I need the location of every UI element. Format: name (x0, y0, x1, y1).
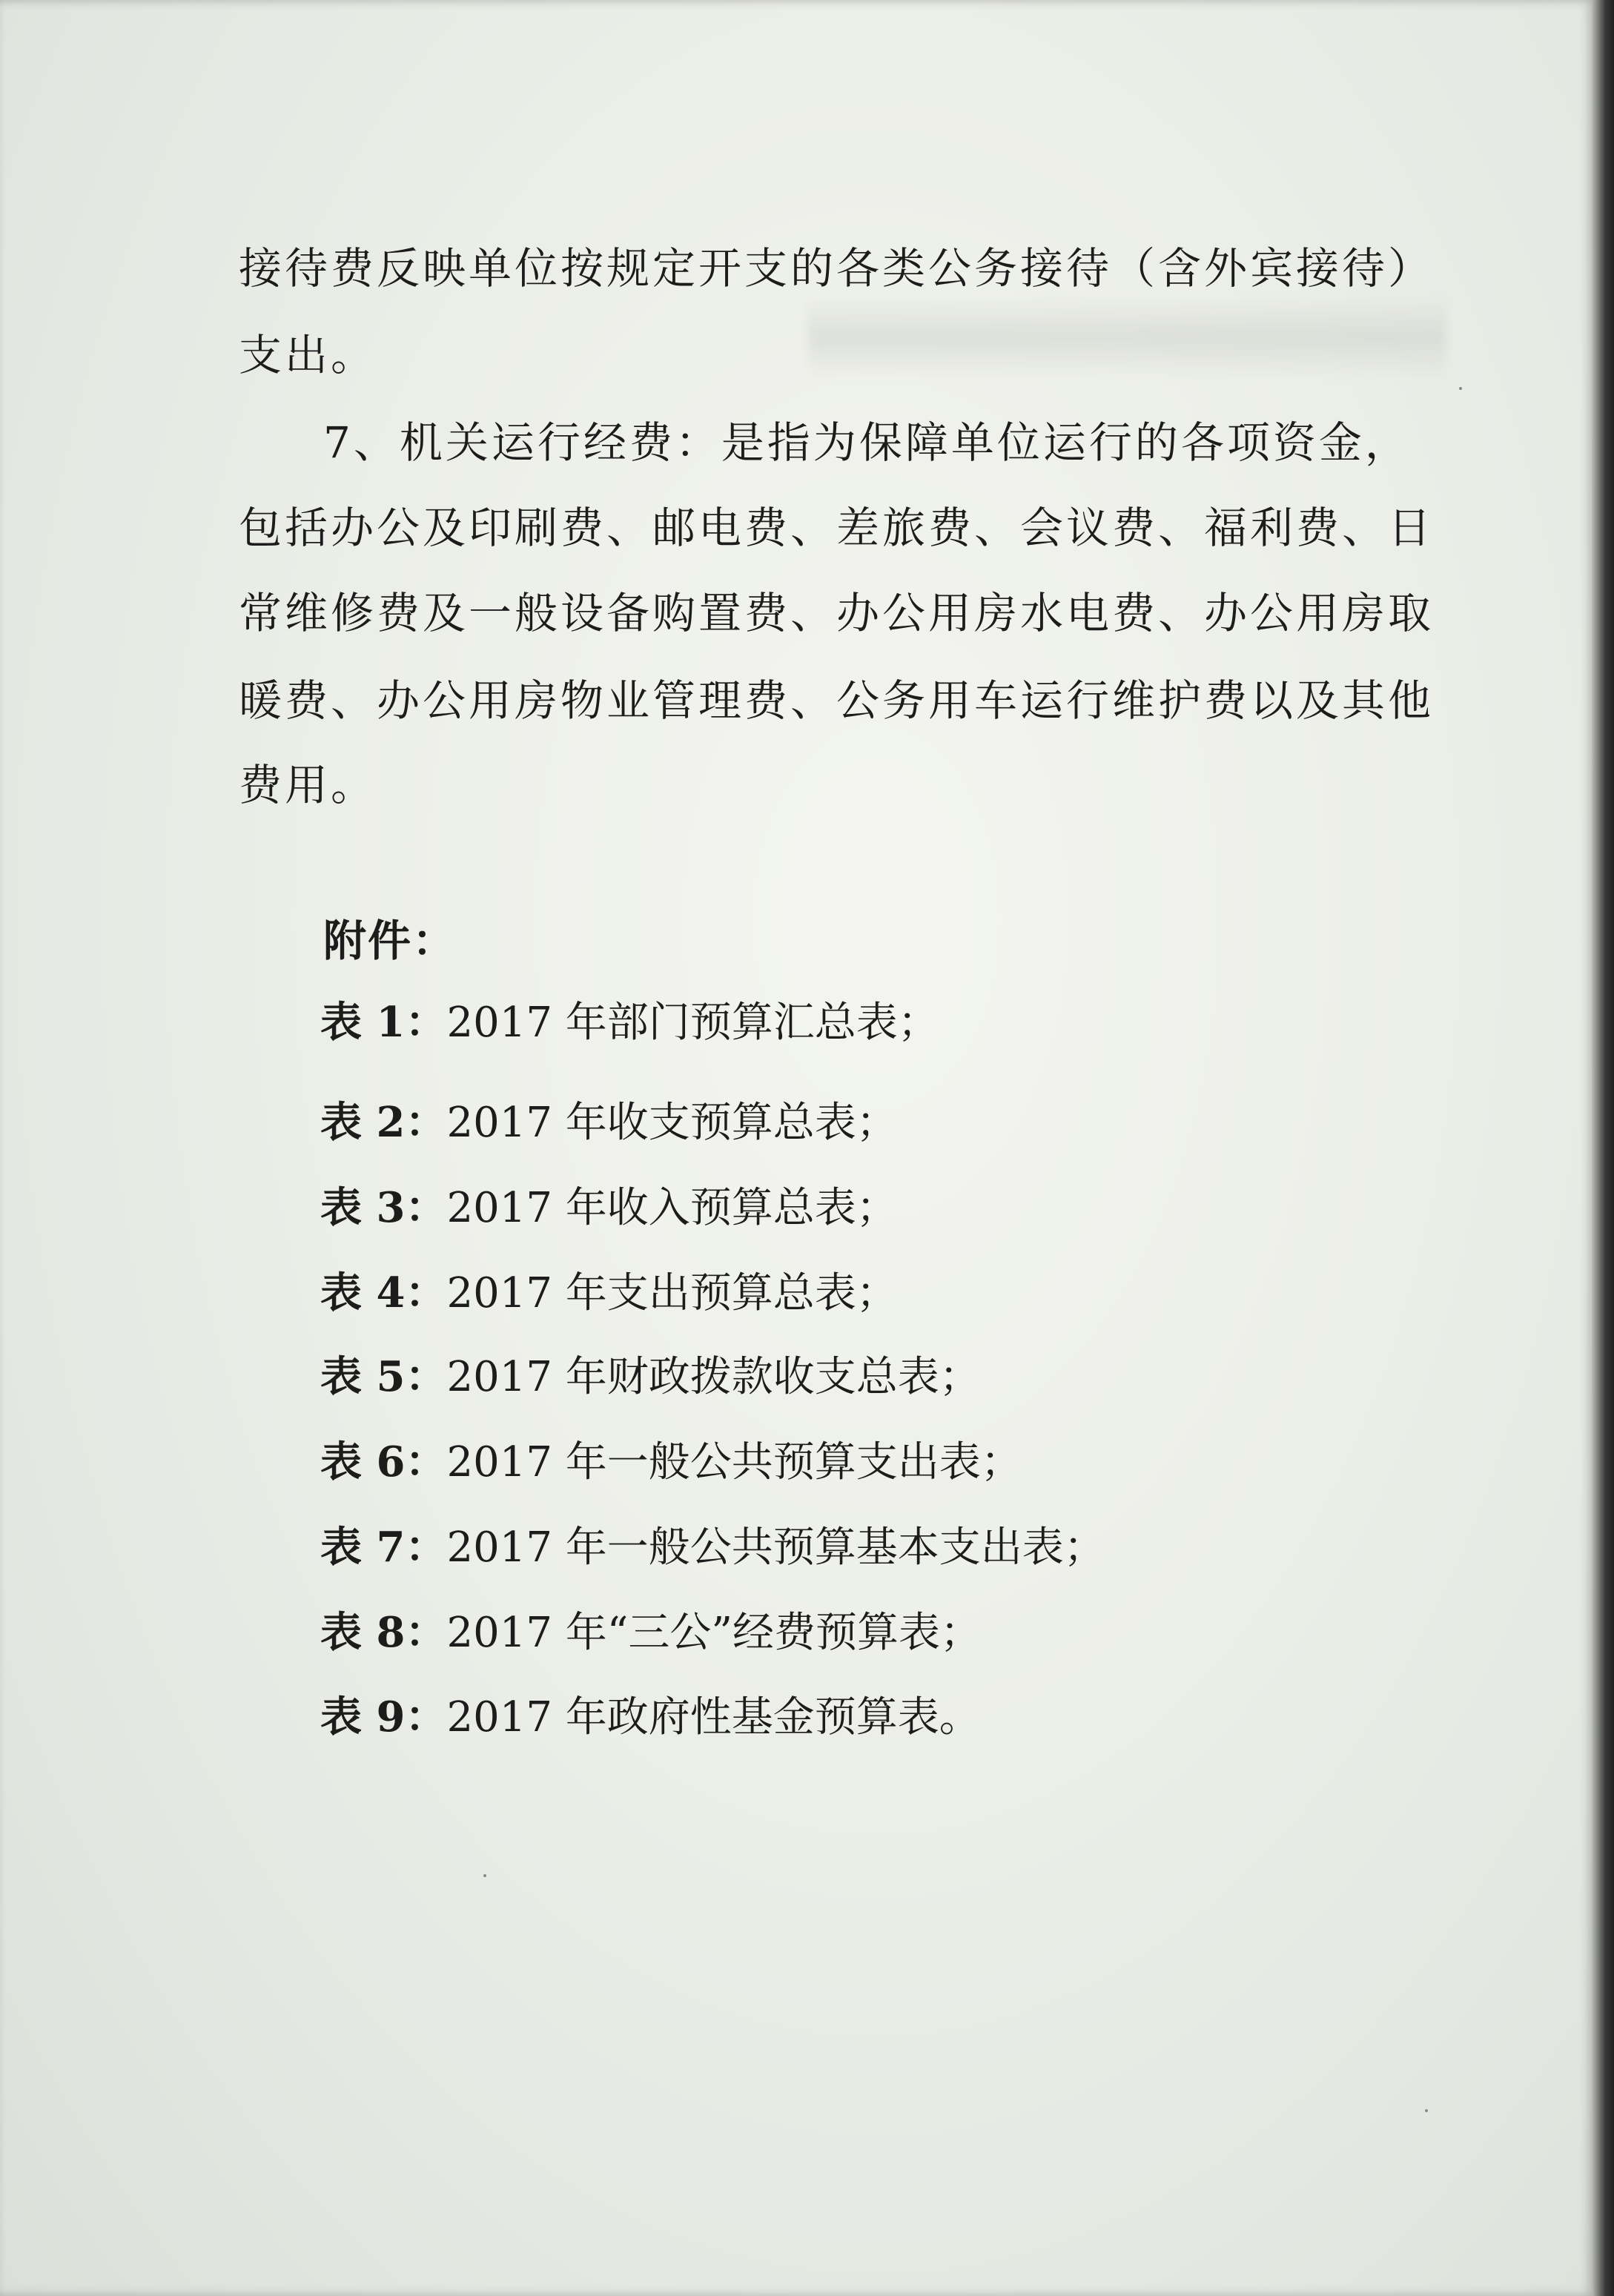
attachment-label: 表 5： (320, 1352, 447, 1401)
paragraph-line: 7、机关运行经费：是指为保障单位运行的各项资金， (323, 417, 1411, 468)
paper-speck (1425, 2109, 1428, 2112)
attachment-label: 表 3： (320, 1183, 447, 1232)
paragraph-line: 支出。 (239, 330, 377, 380)
attachment-item (320, 1090, 898, 1149)
attachment-label: 表 9： (320, 1693, 447, 1741)
attachment-item (320, 1175, 898, 1234)
paper-speck (1459, 387, 1462, 390)
attachment-label: 表 6： (320, 1438, 447, 1486)
attachments-heading: 附件： (323, 916, 457, 966)
paper-speck (483, 1874, 486, 1877)
attachment-item (320, 1344, 981, 1403)
attachment-text: 2017 年收入预算总表； (446, 1184, 898, 1232)
attachment-item (320, 1515, 1105, 1574)
attachment-text: 2017 年部门预算汇总表； (446, 999, 939, 1047)
paragraph-line: 费用。 (239, 760, 377, 810)
attachment-item (320, 990, 939, 1049)
attachment-text: 2017 年支出预算总表； (446, 1269, 898, 1317)
background-edge (1592, 0, 1614, 2296)
paragraph-line: 包括办公及印刷费、邮电费、差旅费、会议费、福利费、日 (239, 503, 1435, 553)
attachment-label: 表 8： (320, 1608, 447, 1657)
attachment-text: 2017 年“三公”经费预算表； (446, 1609, 982, 1657)
attachment-label: 表 7： (320, 1523, 447, 1572)
attachment-item (320, 1260, 898, 1320)
paragraph-line: 接待费反映单位按规定开支的各类公务接待（含外宾接待） (239, 243, 1435, 294)
attachment-text: 2017 年收支预算总表； (446, 1099, 898, 1147)
attachment-label: 表 4： (320, 1268, 447, 1317)
attachment-text: 2017 年一般公共预算支出表； (446, 1438, 1022, 1486)
attachment-text: 2017 年财政拨款收支总表； (446, 1353, 981, 1401)
attachment-item (320, 1684, 981, 1744)
attachment-item (320, 1429, 1022, 1489)
attachment-text: 2017 年政府性基金预算表。 (446, 1693, 981, 1741)
attachment-text: 2017 年一般公共预算基本支出表； (446, 1524, 1105, 1572)
attachment-label: 表 2： (320, 1098, 447, 1147)
attachment-label: 表 1： (320, 998, 447, 1047)
paragraph-line: 常维修费及一般设备购置费、办公用房水电费、办公用房取 (239, 588, 1435, 638)
attachment-item (320, 1600, 982, 1659)
paragraph-line: 暖费、办公用房物业管理费、公务用车运行维护费以及其他 (239, 675, 1435, 726)
